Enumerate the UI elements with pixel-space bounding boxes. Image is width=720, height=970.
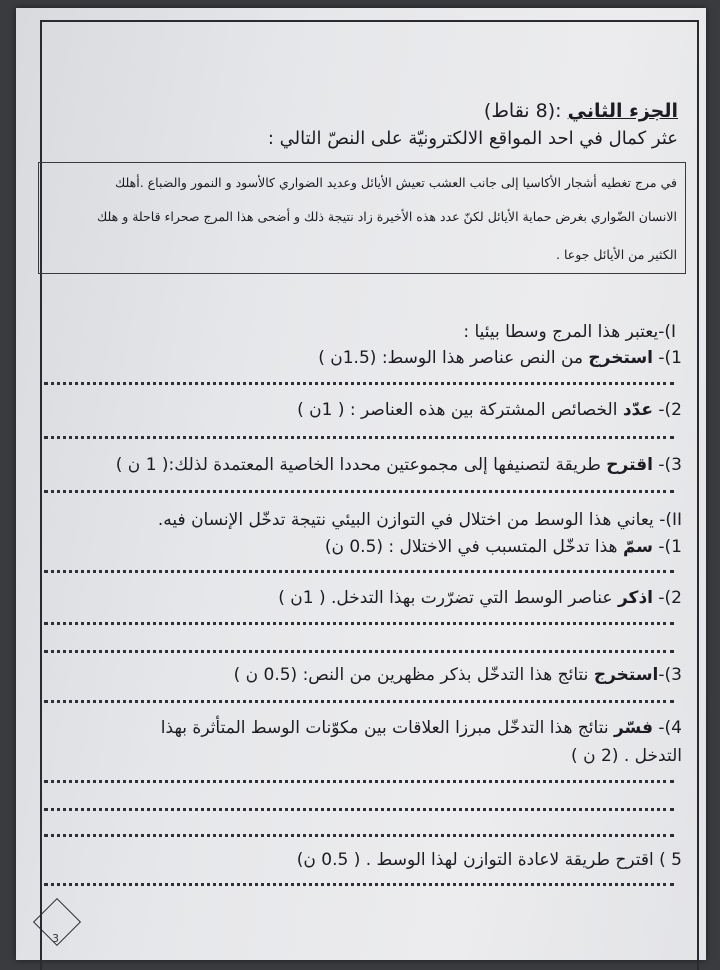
answer-line[interactable]	[44, 650, 674, 653]
question-verb: عدّد	[622, 400, 653, 420]
question-2-1	[325, 537, 682, 557]
question-number: 2)-	[653, 400, 682, 420]
answer-line[interactable]	[44, 780, 674, 783]
question-verb: سمّ	[622, 537, 653, 557]
question-text: طريقة لتصنيفها إلى مجموعتين محددا الخاصية المعتمدة لذلك:( 1 ن )	[115, 455, 607, 475]
question-text: نتائج هذا التدخّل بذكر مظهرين من النص: (0.5 ن )	[233, 665, 594, 685]
question-1-2	[297, 400, 682, 420]
answer-line[interactable]	[44, 834, 674, 837]
question-text: الخصائص المشتركة بين هذه العناصر : ( 1ن )	[297, 400, 623, 420]
question-2-4	[161, 718, 682, 738]
answer-line[interactable]	[44, 700, 674, 703]
part-points: :(8 نقاط)	[483, 100, 562, 122]
section2-intro: II)- يعاني هذا الوسط من اختلال في التوازن البيئي نتيجة تدخّل الإنسان فيه.	[157, 510, 682, 530]
answer-line[interactable]	[44, 382, 674, 385]
question-number: 3)-	[658, 665, 682, 685]
passage-line-3: الكثير من الأيائل جوعا .	[556, 247, 677, 262]
question-number: 4)-	[653, 718, 682, 738]
question-1-1	[318, 348, 682, 368]
answer-line[interactable]	[44, 570, 674, 573]
passage-line-1: في مرج تغطيه أشجار الأكاسيا إلى جانب العشب تعيش الأيائل وعديد الضواري كالأسود و النمور والضباع .أهلك	[115, 175, 677, 190]
passage-box	[38, 162, 686, 274]
passage-line-2: الانسان الضّواري بغرض حماية الأيائل لكنّ عدد هذه الأخيرة زاد نتيجة ذلك و أضحى هذا المرج صحراء قاحلة و هلك	[96, 209, 677, 224]
question-verb: استخرج	[588, 348, 653, 368]
question-number: 2)-	[653, 588, 682, 608]
question-text: هذا تدخّل المتسبب في الاختلال : (0.5 ن)	[324, 537, 623, 557]
question-text: من النص عناصر هذا الوسط: (1.5ن )	[318, 348, 589, 368]
part-intro: عثر كمال في احد المواقع الالكترونيّة على النصّ التالي :	[267, 128, 678, 149]
answer-line[interactable]	[44, 808, 674, 811]
question-number: 1)-	[653, 537, 682, 557]
question-verb: اذكر	[617, 588, 653, 608]
part-heading: الجزء الثاني	[567, 100, 678, 122]
question-2-3	[234, 665, 682, 685]
answer-line[interactable]	[44, 883, 674, 886]
part-title	[484, 100, 678, 122]
question-text: نتائج هذا التدخّل مبرزا العلاقات بين مكوّنات الوسط المتأثرة بهذا	[160, 718, 614, 738]
question-2-2	[278, 588, 682, 608]
worksheet-page	[16, 8, 706, 960]
section1-intro: I)-يعتبر هذا المرج وسطا بيئيا :	[463, 322, 676, 342]
question-1-3	[116, 455, 682, 475]
answer-line[interactable]	[44, 490, 674, 493]
question-text: عناصر الوسط التي تضرّرت بهذا التدخل. ( 1ن )	[278, 588, 618, 608]
question-verb: فسّر	[613, 718, 653, 738]
page-number: 3	[52, 932, 59, 945]
question-number: 3)-	[653, 455, 682, 475]
question-number: 1)-	[653, 348, 682, 368]
answer-line[interactable]	[44, 622, 674, 625]
answer-line[interactable]	[44, 436, 674, 439]
question-verb: اقترح	[606, 455, 653, 475]
question-2-5: 5 ) اقترح طريقة لاعادة التوازن لهذا الوسط . ( 0.5 ن)	[296, 850, 682, 870]
question-verb: استخرج	[593, 665, 659, 685]
question-2-4-continued: التدخل . (2 ن )	[571, 746, 682, 766]
